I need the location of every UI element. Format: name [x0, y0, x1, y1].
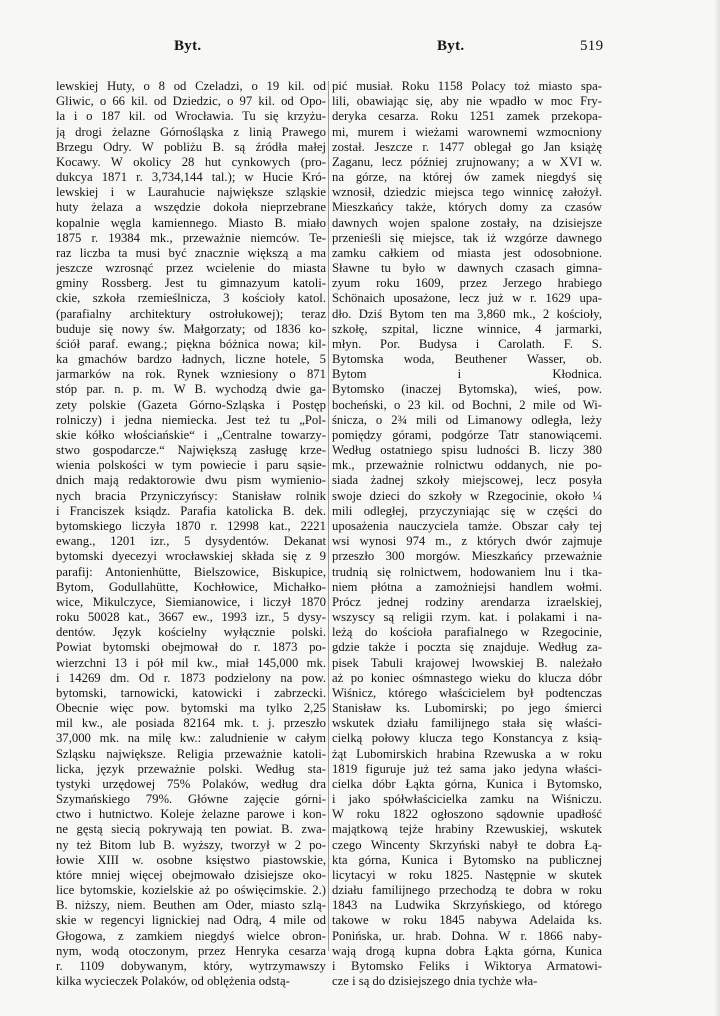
text-line: wszyscy są religii rzym. kat. i polakami i na- — [332, 610, 602, 625]
text-line: Głogowa, z zamkiem niegdyś wielce obron- — [56, 928, 326, 943]
text-line: licytacyi w roku 1825. Następnie w skutek — [332, 867, 602, 882]
text-line: dentów. Język kościelny wyłącznie polski. — [56, 625, 326, 640]
text-line: leżą do kościoła parafialnego w Rzegocinie, — [332, 625, 602, 640]
text-line: buduje się nowy św. Małgorzaty; od 1836 ko- — [56, 321, 326, 336]
text-line: huty żelaza a wszędzie dokoła nieprzebrane — [56, 200, 326, 215]
text-line: gdzie także i poczta się znajduje. Według za- — [332, 640, 602, 655]
text-line: skie w regencyi lignickiej nad Odrą, 4 mile od — [56, 913, 326, 928]
text-line: wskutek działu familijnego stała się właści- — [332, 716, 602, 731]
text-line: tystyki urzędowej 75% Polaków, według dra — [56, 776, 326, 791]
text-line: Stanisław ks. Lubomirski; po jego śmierci — [332, 701, 602, 716]
text-line: dukcya 1871 r. 3,734,144 tal.); w Hucie Kró- — [56, 170, 326, 185]
text-line: pić musiał. Roku 1158 Polacy toż miasto spa- — [332, 79, 602, 93]
text-line: Sławne tu było w dawnych czasach gimna- — [332, 261, 602, 276]
text-line: jeszcze wzrosnąć przez wcielenie do miasta — [56, 261, 326, 276]
text-line: W roku 1822 ogłoszono sądownie upadłość — [332, 807, 602, 822]
text-line: takowe w roku 1845 nabywa Adelaida ks. — [332, 913, 602, 928]
text-line: aż po koniec ośmnastego wieku do klucza dóbr — [332, 670, 602, 685]
text-line: lewskiej Huty, o 8 od Czeladzi, o 19 kil. od — [56, 79, 326, 93]
text-line: roku 50028 kat., 3667 ew., 1993 izr., 5 dysy- — [56, 610, 326, 625]
text-line: 1875 r. 19384 mk., przeważnie niemców. Te- — [56, 230, 326, 245]
text-line: Szymańskiego 79%. Główne zajęcie górni- — [56, 792, 326, 807]
text-line: Wiśnicz, którego właścicielem był podtenczas — [332, 685, 602, 700]
text-line: cielka dóbr Łąkta górna, Kunica i Bytomsko, — [332, 776, 602, 791]
text-line: rolniczy) i jedna niemiecka. Jest też tu „Pol- — [56, 412, 326, 427]
text-line: wice, Mikulczyce, Siemianowice, i liczył 1870 — [56, 594, 326, 609]
text-line: Bytomsko (inaczej Bytomska), wieś, pow. — [332, 382, 602, 397]
text-line: siada żadnej szkoły miejscowej, lecz posyła — [332, 473, 602, 488]
text-line: łowie XIII w. osobne księstwo piastowskie, — [56, 852, 326, 867]
text-line: ckie, szkoła rzemieślnicza, 3 kościoły katol. — [56, 291, 326, 306]
text-line: ne gęstą siecią pokrywają ten powiat. B. zwa- — [56, 822, 326, 837]
text-line: licka, język przeważnie polski. Według sta- — [56, 761, 326, 776]
text-line: Bytomska woda, Beuthener Wasser, ob. — [332, 352, 602, 367]
text-line: raz liczba ta musi być znacznie większą a ma — [56, 245, 326, 260]
text-line: cze i są do dzisiejszego dnia tychże wła- — [332, 974, 538, 989]
text-line: wają drogą kupna dobra Łąkta górna, Kunica — [332, 943, 602, 958]
text-line: mil kw., ale posiada 82164 mk. t. j. przeszło — [56, 716, 326, 731]
text-line: la i o 187 kil. od Wrocławia. Tu się krzyżu- — [56, 109, 326, 124]
text-line: lili, obawiając się, aby nie wpadło w moc Fry- — [332, 94, 602, 109]
text-line: uposażenia nauczyciela tamże. Obszar cały tej — [332, 518, 602, 533]
text-line: Szląsku największe. Religia przeważnie katoli- — [56, 746, 326, 761]
text-line: nym, wodą otoczonym, przez Henryka cesarza — [56, 943, 326, 958]
text-line: majątkową tejże hrabiny Rzewuskiej, wskutek — [332, 822, 602, 837]
text-line: wierzchni 13 i pół mil kw., miał 145,000 mk. — [56, 655, 326, 670]
running-head-left: Byt. — [174, 38, 202, 54]
text-line: zety polskie (Gazeta Górno-Szląska i Postęp — [56, 397, 326, 412]
text-line: wienia polskości w tym powiecie i paru sąsie- — [56, 458, 326, 473]
text-line: kta górna, Kunica i Bytomsko na publicznej — [332, 852, 602, 867]
text-line: Kocawy. W okolicy 28 hut cynkowych (pro- — [56, 154, 326, 169]
text-line: przeszło 300 morgów. Mieszkańcy przeważnie — [332, 549, 602, 564]
text-line: wsi wynosi 974 m., z których dwór zajmuje — [332, 534, 602, 549]
text-line: został. Jeszcze r. 1477 oblegał go Jan książę — [332, 139, 602, 154]
text-line: Zaganu, lecz później zrujnowany; a w XVI w. — [332, 154, 602, 169]
text-line: stwo gospodarcze.“ Największą zasługę krze- — [56, 443, 326, 458]
text-line: Gliwic, o 66 kil. od Dziedzic, o 97 kil. od Opo- — [56, 94, 326, 109]
text-line: nych bracia Przyniczyńscy: Stanisław rolnik — [56, 488, 326, 503]
right-text-column — [332, 79, 602, 989]
text-line: młyn. Por. Budysa i Carolath. F. S. — [332, 336, 602, 351]
text-line: Powiat bytomski obejmował do r. 1873 po- — [56, 640, 326, 655]
text-line: pomiędzy górami, podgórze Tatr stanowiącemi. — [332, 427, 602, 442]
text-line: ściół paraf. ewang.; piękna bóżnica nowa; kil- — [56, 336, 326, 351]
text-line: na górze, na której ów zamek niegdyś się — [332, 170, 602, 185]
text-line: stóp par. n. p. m. W B. wychodzą dwie ga- — [56, 382, 326, 397]
text-line: parafij: Antonienhütte, Bielszowice, Biskupice, — [56, 564, 326, 579]
text-line: mk., przeważnie rolnictwu oddanych, nie po- — [332, 458, 602, 473]
text-line: żąt Lubomirskich hrabina Rzewuska a w roku — [332, 746, 602, 761]
text-line: B. niższy, niem. Beuthen am Oder, miasto szlą- — [56, 898, 326, 913]
page-number: 519 — [580, 38, 604, 54]
text-line: bytomskiego liczyła 1870 r. 12998 kat., 2221 — [56, 518, 326, 533]
text-line: dnich mają redaktorowie dwu pism wymienio- — [56, 473, 326, 488]
text-line: Schönaich uposażone, lecz już w r. 1629 upa- — [332, 291, 602, 306]
text-line: lice bytomskie, kozielskie aż po oświęcimskie. 2.) — [56, 883, 326, 898]
text-line: bocheński, o 23 kil. od Bochni, 2 mile od Wi- — [332, 397, 602, 412]
text-line: mi, murem i wieżami warownemi wzmocniony — [332, 124, 602, 139]
text-line: i Franciszek ksiądz. Parafia katolicka B. dek. — [56, 503, 326, 518]
text-line: 1819 figuruje już też sama jako jedyna właści- — [332, 761, 602, 776]
running-head-right: Byt. — [437, 38, 465, 54]
text-line: wznosił, dziedzic miejsca tego winnicę założył. — [332, 185, 602, 200]
text-line: przenieśli się miejsce, tak iż wzgórze dawnego — [332, 230, 602, 245]
text-line: śnicza, o 2¾ mili od Limanowy odległa, leży — [332, 412, 602, 427]
text-line: swoje dzieci do szkoły w Rzegocinie, około ¼ — [332, 488, 602, 503]
text-line: trudnią się rolnictwem, hodowaniem lnu i tka- — [332, 564, 602, 579]
text-line: dło. Dziś Bytom ten ma 3,860 mk., 2 kościoły, — [332, 306, 602, 321]
text-line: Bytom i Kłodnica. — [332, 367, 602, 382]
text-line: jarmarków na rok. Rynek wzniesiony o 871 — [56, 367, 326, 382]
text-line: i jako spółwłaścicielka zamku na Wiśniczu. — [332, 792, 602, 807]
text-line: ny też Bitom lub B. wyższy, tworzył w 2 po- — [56, 837, 326, 852]
text-line: zamku całkiem od miasta jest odosobnione. — [332, 245, 602, 260]
text-line: i 14269 dm. Od r. 1873 podzielony na pow. — [56, 670, 326, 685]
left-text-column — [56, 79, 326, 989]
text-line: Brzegu Odry. W pobliżu B. są źródła małej — [56, 139, 326, 154]
text-line: ją drogi żelazne Górnośląska z linią Prawego — [56, 124, 326, 139]
text-line: bytomski, tarnowicki, katowicki i zabrzecki. — [56, 685, 326, 700]
text-line: ctwo i hutnictwo. Koleje żelazne parowe i kon- — [56, 807, 326, 822]
text-line: pisek Tabuli krajowej lwowskiej B. należało — [332, 655, 602, 670]
text-line: Prócz jednej rodziny arendarza izraelskiej, — [332, 594, 602, 609]
column-divider — [328, 81, 329, 951]
text-line: działu familijnego przechodzą te dobra w roku — [332, 883, 602, 898]
text-line: Według ostatniego spisu ludności B. liczy 380 — [332, 443, 602, 458]
text-line: Mieszkańcy także, których domy za czasów — [332, 200, 602, 215]
text-line: r. 1109 dobywanym, który, wytrzymawszy — [56, 958, 326, 973]
text-line: lewskiej i w Laurahucie największe szląskie — [56, 185, 326, 200]
text-line: (parafialny architektury ostrołukowej); teraz — [56, 306, 326, 321]
text-line: ewang., 1201 izr., 5 dysydentów. Dekanat — [56, 534, 326, 549]
text-line: dawnych wojen spalone zostały, na dzisiejsze — [332, 215, 602, 230]
text-line: kilka wycieczek Polaków, od oblężenia odstą- — [56, 974, 290, 989]
text-line: Obecnie więc pow. bytomski ma tylko 2,25 — [56, 701, 326, 716]
text-line: Bytom, Godullahütte, Kochłowice, Michałko- — [56, 579, 326, 594]
text-line: ka gmachów bardzo ładnych, liczne hotele, 5 — [56, 352, 326, 367]
text-line: zyum roku 1609, przez Jerzego hrabiego — [332, 276, 602, 291]
text-line: niem płótna a zamożniejsi handlem wołmi. — [332, 579, 602, 594]
text-line: deryka cesarza. Roku 1251 zamek przekopa- — [332, 109, 602, 124]
text-line: mili odległej, przyczyniając się w części do — [332, 503, 602, 518]
text-line: skie kółko włościańskie“ i „Centralne towarzy- — [56, 427, 326, 442]
text-line: bytomski dyecezyi wrocławskiej składa się z 9 — [56, 549, 326, 564]
text-line: szkołę, szpital, liczne winnice, 4 jarmarki, — [332, 321, 602, 336]
text-line: cielką połowy klucza tego Konstancya z ksią- — [332, 731, 602, 746]
text-line: 37,000 mk. na milę kw.: zaludnienie w całym — [56, 731, 326, 746]
text-line: gminy Rossberg. Jest tu gimnazyum katoli- — [56, 276, 326, 291]
text-line: kopalnie węgla kamiennego. Miasto B. miało — [56, 215, 326, 230]
text-line: Ponińska, ur. hrab. Dohna. W r. 1866 naby- — [332, 928, 602, 943]
text-line: które mniej więcej obejmowało dzisiejsze oko- — [56, 867, 326, 882]
text-line: czego Wincenty Skrzyński nabył te dobra Łą- — [332, 837, 602, 852]
text-line: 1843 na Ludwika Skrzyńskiego, od którego — [332, 898, 602, 913]
text-line: i Bytomsko Feliks i Wiktorya Armatowi- — [332, 958, 602, 973]
page-edge-shadow — [714, 0, 720, 1016]
